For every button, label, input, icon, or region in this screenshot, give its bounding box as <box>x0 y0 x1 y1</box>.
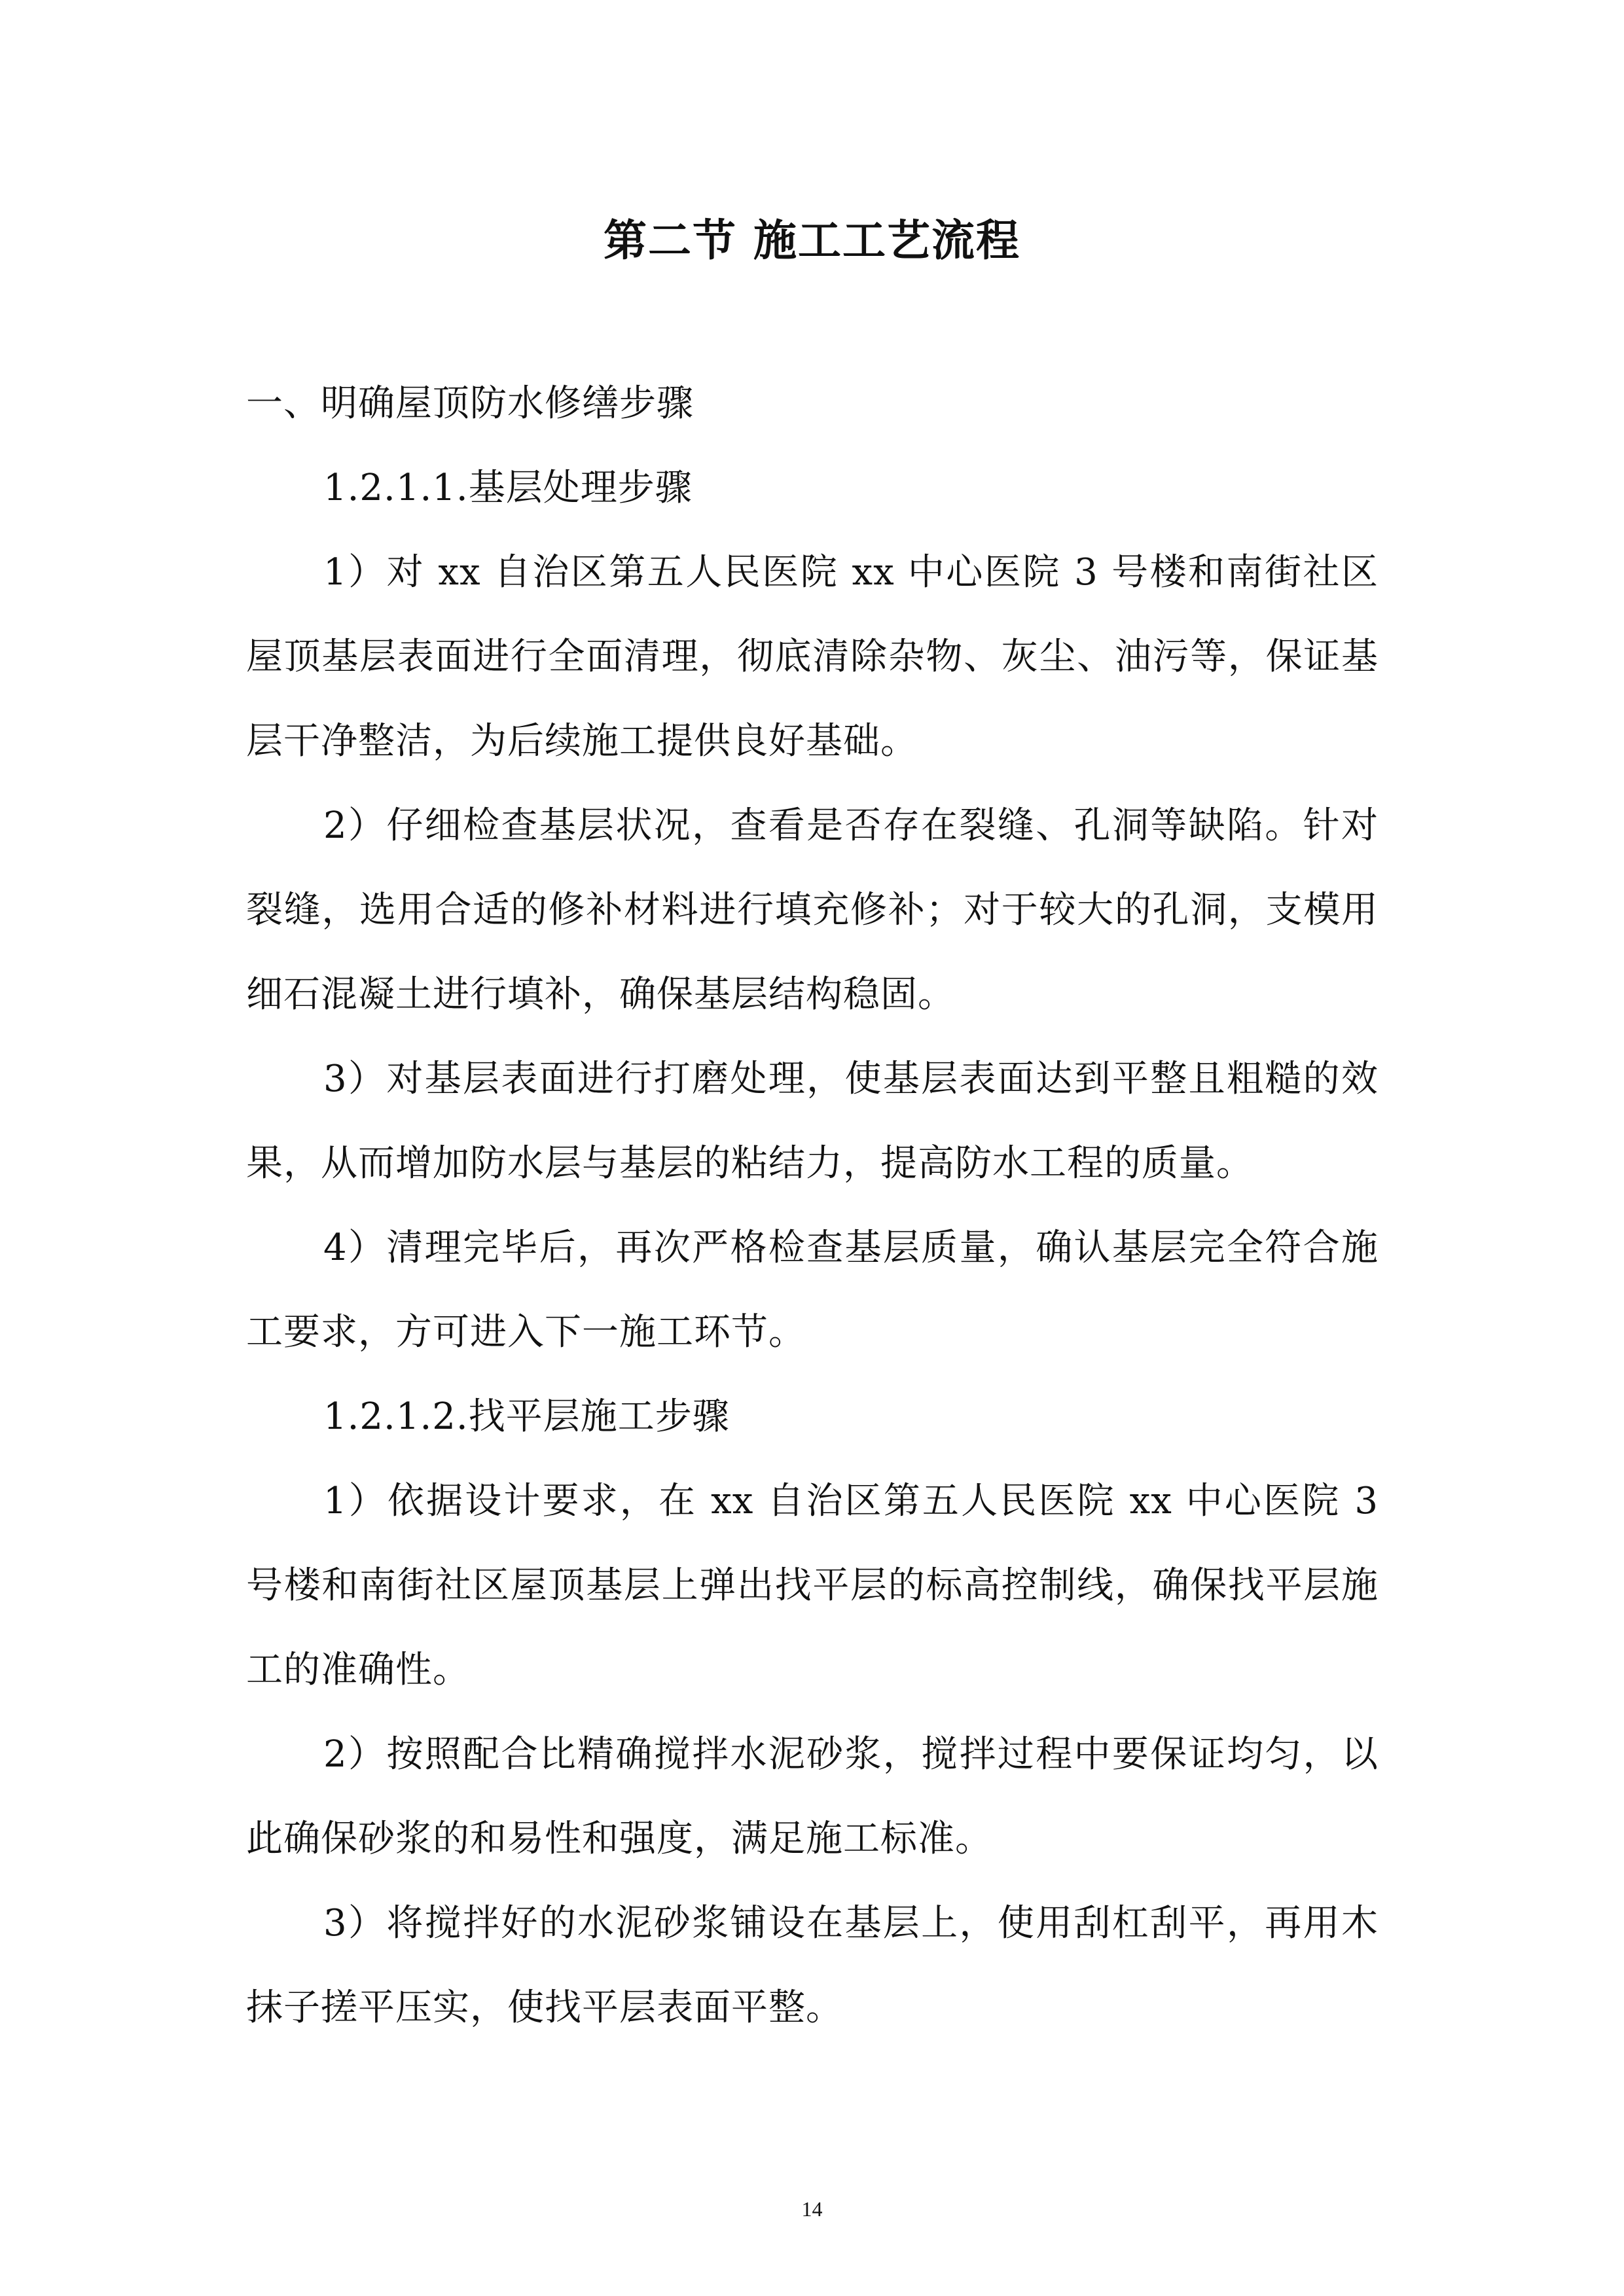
paragraph-base-inspection: 2）仔细检查基层状况，查看是否存在裂缝、孔洞等缺陷。针对裂缝，选用合适的修补材料进行填充修补；对于较大的孔洞，支模用细石混凝土进行填补，确保基层结构稳固。 <box>246 804 1379 1016</box>
paragraph-mortar-laying: 3）将搅拌好的水泥砂浆铺设在基层上，使用刮杠刮平，再用木抹子搓平压实，使找平层表面平整。 <box>246 1902 1379 2029</box>
paragraph-elevation-lines: 1）依据设计要求，在 xx 自治区第五人民医院 xx 中心医院 3 号楼和南街社区屋顶基层上弹出找平层的标高控制线，确保找平层施工的准确性。 <box>246 1480 1379 1691</box>
heading-roof-repair-steps: 一、明确屋顶防水修缮步骤 <box>246 382 694 425</box>
paragraph-quality-check: 4）清理完毕后，再次严格检查基层质量，确认基层完全符合施工要求，方可进入下一施工环节。 <box>246 1227 1379 1354</box>
subheading-leveling-layer: 1.2.1.2.找平层施工步骤 <box>323 1395 730 1438</box>
page-number: 14 <box>801 2197 823 2221</box>
subheading-base-treatment: 1.2.1.1.基层处理步骤 <box>323 467 693 509</box>
section-title: 第二节 施工工艺流程 <box>604 215 1020 266</box>
paragraph-mortar-mixing: 2）按照配合比精确搅拌水泥砂浆，搅拌过程中要保证均匀，以此确保砂浆的和易性和强度，满足施工标准。 <box>246 1733 1379 1860</box>
paragraph-base-grinding: 3）对基层表面进行打磨处理，使基层表面达到平整且粗糙的效果，从而增加防水层与基层的粘结力，提高防水工程的质量。 <box>246 1058 1379 1185</box>
body-text <box>246 361 1379 2050</box>
paragraph-base-cleaning: 1）对 xx 自治区第五人民医院 xx 中心医院 3 号楼和南街社区屋顶基层表面进行全面清理，彻底清除杂物、灰尘、油污等，保证基层干净整洁，为后续施工提供良好基础。 <box>246 551 1379 762</box>
